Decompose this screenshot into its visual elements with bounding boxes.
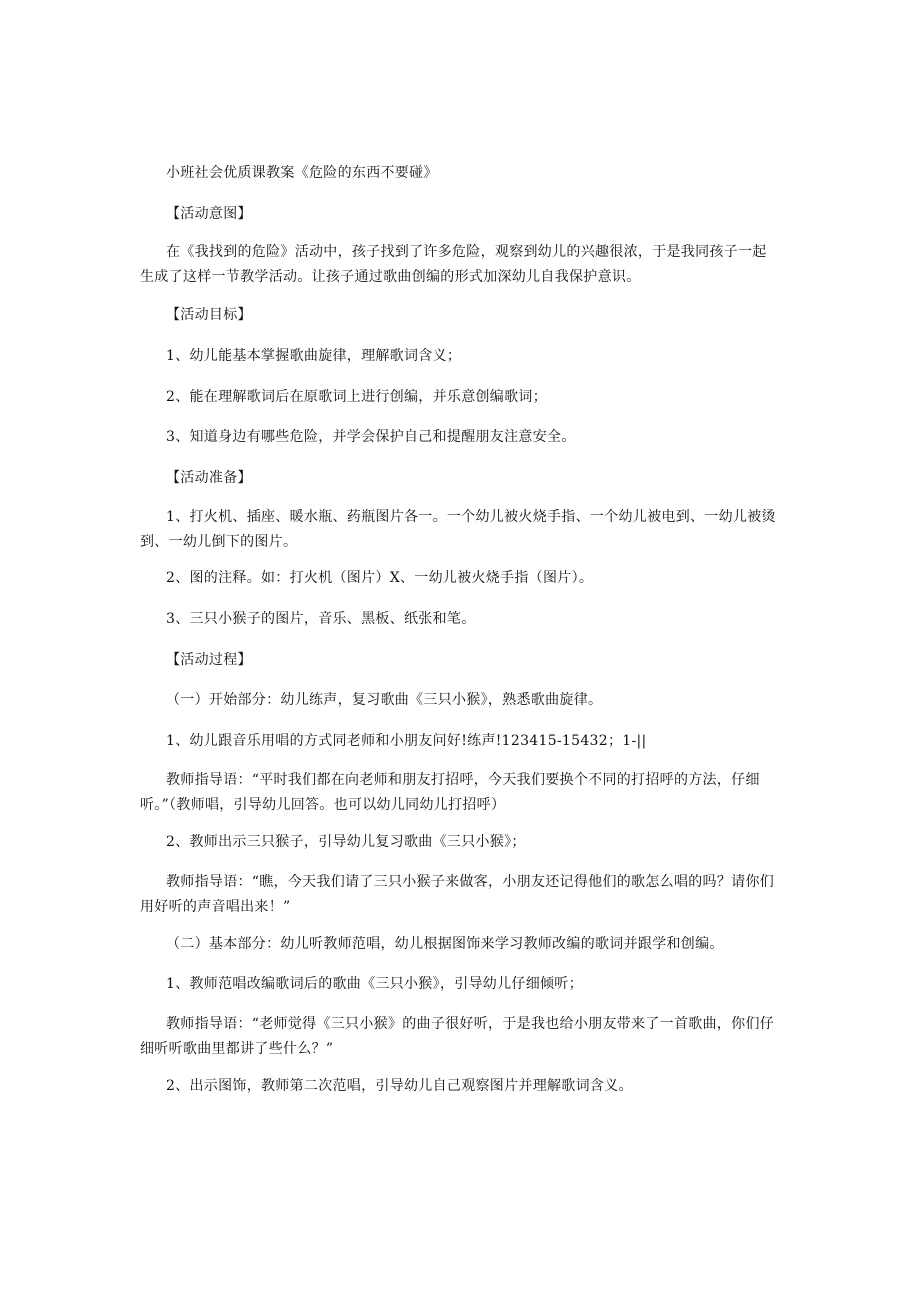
- goal-item-2: 2、能在理解歌词后在原歌词上进行创编，并乐意创编歌词；: [166, 389, 548, 405]
- intent-paragraph: 在《我找到的危险》活动中，孩子找到了许多危险，观察到幼儿的兴趣很浓，于是我同孩子一起生成了这样一节教学活动。让孩子通过歌曲创编的形式加深幼儿自我保护意识。: [140, 244, 767, 285]
- prep-item-3: 3、三只小猴子的图片，音乐、黑板、纸张和笔。: [166, 611, 476, 627]
- process-part-2: （二）基本部分：幼儿听教师范唱，幼儿根据图饰来学习教师改编的歌词并跟学和创编。: [166, 936, 724, 952]
- section-heading-goals: 【活动目标】: [166, 307, 252, 323]
- section-heading-prep: 【活动准备】: [166, 470, 252, 486]
- document-title: 小班社会优质课教案《危险的东西不要碰》: [166, 165, 438, 181]
- teacher-guide-1: 教师指导语：“平时我们都在向老师和朋友打招呼，今天我们要换个不同的打招呼的方法，仔细听。”（教师唱，引导幼儿回答。也可以幼儿同幼儿打招呼）: [140, 772, 760, 813]
- prep-item-2: 2、图的注释。如：打火机（图片）X、一幼儿被火烧手指（图片）。: [166, 570, 594, 586]
- process-step-1-2: 2、教师出示三只猴子，引导幼儿复习歌曲《三只小猴》；: [166, 834, 526, 850]
- process-step-1-1: 1、幼儿跟音乐用唱的方式同老师和小朋友问好!练声!123415-15432；1-||: [166, 733, 647, 749]
- goal-item-1: 1、幼儿能基本掌握歌曲旋律，理解歌词含义；: [166, 348, 462, 364]
- teacher-guide-3: 教师指导语：“老师觉得《三只小猴》的曲子很好听，于是我也给小朋友带来了一首歌曲，你们仔细听听歌曲里都讲了些什么？”: [140, 1016, 775, 1057]
- prep-item-1: 1、打火机、插座、暖水瓶、药瓶图片各一。一个幼儿被火烧手指、一个幼儿被电到、一幼儿被烫到、一幼儿倒下的图片。: [140, 509, 776, 550]
- process-step-2-2: 2、出示图饰，教师第二次范唱，引导幼儿自己观察图片并理解歌词含义。: [166, 1078, 633, 1094]
- process-step-2-1: 1、教师范唱改编歌词后的歌曲《三只小猴》，引导幼儿仔细倾听；: [166, 976, 583, 992]
- section-heading-intent: 【活动意图】: [166, 206, 252, 222]
- teacher-guide-2: 教师指导语：“瞧，今天我们请了三只小猴子来做客，小朋友还记得他们的歌怎么唱的吗？请你们用好听的声音唱出来！”: [140, 874, 775, 915]
- section-heading-process: 【活动过程】: [166, 652, 252, 668]
- goal-item-3: 3、知道身边有哪些危险，并学会保护自己和提醒朋友注意安全。: [166, 429, 576, 445]
- process-part-1: （一）开始部分：幼儿练声，复习歌曲《三只小猴》，熟悉歌曲旋律。: [166, 692, 603, 708]
